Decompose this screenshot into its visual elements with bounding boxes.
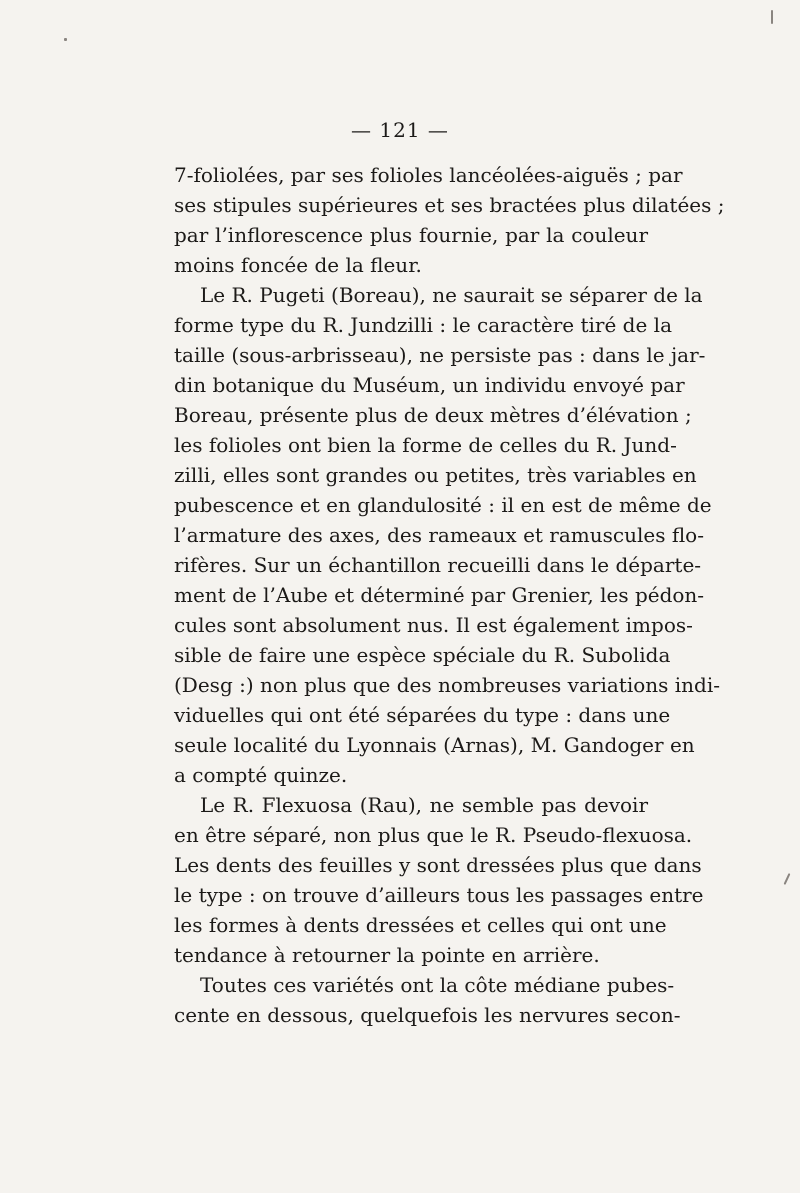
text-line: pubescence et en glandulosité : il en est de même de xyxy=(174,493,712,517)
text-line: l’armature des axes, des rameaux et ramuscules flo- xyxy=(174,523,704,547)
text-line: 7-foliolées, par ses folioles lancéolées-aiguës ; par xyxy=(174,163,683,187)
page-number: — 121 — xyxy=(351,118,449,142)
text-line: cules sont absolument nus. Il est également impos- xyxy=(174,613,693,637)
text-line: forme type du R. Jundzilli : le caractère tiré de la xyxy=(174,313,672,337)
text-line: taille (sous-arbrisseau), ne persiste pas : dans le jar- xyxy=(174,343,706,367)
text-line: tendance à retourner la pointe en arrière. xyxy=(174,943,600,967)
text-line: Boreau, présente plus de deux mètres d’élévation ; xyxy=(174,403,692,427)
speck-mark xyxy=(771,10,773,24)
text-line: sible de faire une espèce spéciale du R. Subolida xyxy=(174,643,671,667)
speck-mark xyxy=(64,38,67,41)
speck-mark xyxy=(784,873,791,885)
text-line: Toutes ces variétés ont la côte médiane pubes- xyxy=(200,973,675,997)
text-line: (Desg :) non plus que des nombreuses variations indi- xyxy=(174,673,720,697)
text-line: les folioles ont bien la forme de celles du R. Jund- xyxy=(174,433,677,457)
text-line: moins foncée de la fleur. xyxy=(174,253,422,277)
text-line: Le R. Flexuosa (Rau), ne semble pas devoir xyxy=(200,793,648,817)
text-line: les formes à dents dressées et celles qui ont une xyxy=(174,913,667,937)
text-line: le type : on trouve d’ailleurs tous les passages entre xyxy=(174,883,704,907)
text-line: par l’inflorescence plus fournie, par la couleur xyxy=(174,223,648,247)
text-line: ment de l’Aube et déterminé par Grenier, les pédon- xyxy=(174,583,705,607)
text-line: Les dents des feuilles y sont dressées plus que dans xyxy=(174,853,702,877)
text-line: seule localité du Lyonnais (Arnas), M. Gandoger en xyxy=(174,733,695,757)
text-line: rifères. Sur un échantillon recueilli dans le départe- xyxy=(174,553,702,577)
text-line: cente en dessous, quelquefois les nervures secon- xyxy=(174,1003,681,1027)
text-line: viduelles qui ont été séparées du type : dans une xyxy=(174,703,671,727)
text-line: en être séparé, non plus que le R. Pseudo-flexuosa. xyxy=(174,823,693,847)
text-line: a compté quinze. xyxy=(174,763,348,787)
text-line: Le R. Pugeti (Boreau), ne saurait se séparer de la xyxy=(200,283,703,307)
text-line: din botanique du Muséum, un individu envoyé par xyxy=(174,373,685,397)
text-line: ses stipules supérieures et ses bractées plus dilatées ; xyxy=(174,193,725,217)
text-line: zilli, elles sont grandes ou petites, très variables en xyxy=(174,463,697,487)
